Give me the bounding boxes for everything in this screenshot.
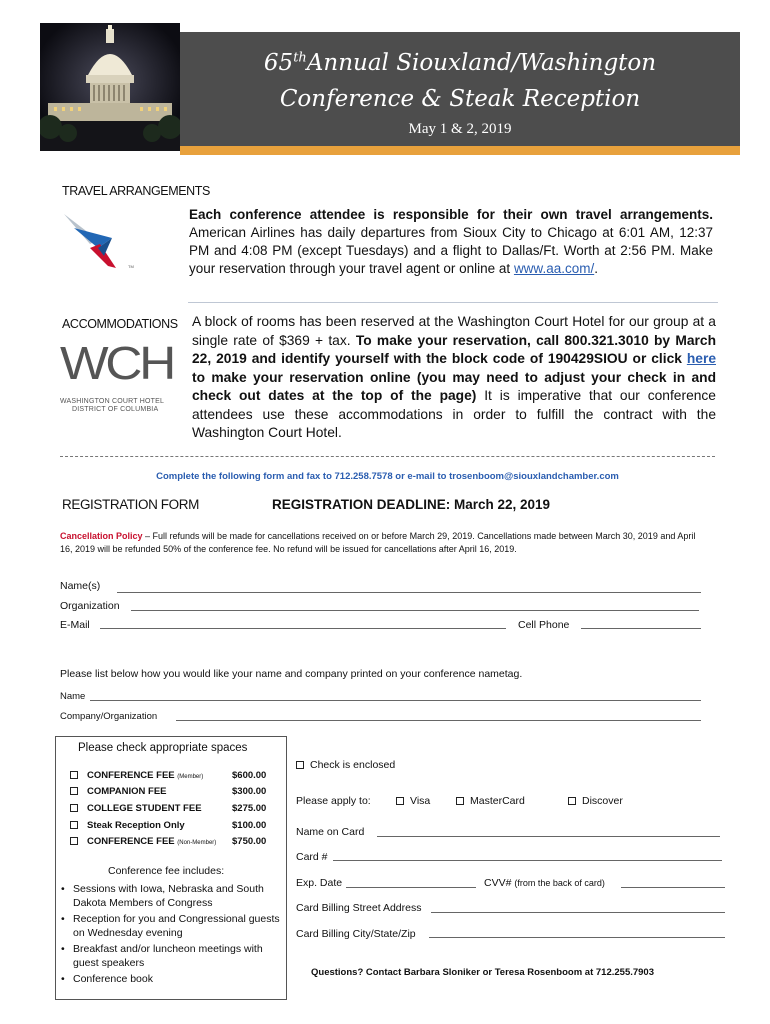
travel-divider: [188, 302, 718, 303]
visa-option[interactable]: Visa: [396, 795, 430, 807]
american-airlines-logo: [60, 208, 140, 274]
card-number-field[interactable]: [333, 860, 722, 861]
nametag-name-field[interactable]: [90, 700, 701, 701]
wch-logo-letters: WCH: [60, 337, 173, 389]
wch-logo-line1: WASHINGTON COURT HOTEL: [60, 398, 165, 405]
checkbox-icon[interactable]: [70, 821, 78, 829]
checkbox-icon[interactable]: [456, 797, 464, 805]
billing-street-field[interactable]: [431, 912, 725, 913]
fee-price: $100.00: [232, 820, 267, 831]
travel-section-label: TRAVEL ARRANGEMENTS: [62, 184, 210, 198]
registration-deadline: REGISTRATION DEADLINE: March 22, 2019: [272, 497, 551, 512]
mastercard-option[interactable]: MasterCard: [456, 795, 525, 807]
travel-paragraph: Each conference attendee is responsible for their own travel arrangements. American Airlines has daily departures from Sioux City to Chicago at 6:01 AM, 12:37 PM and 4:08 PM (except Tuesdays) and a flight to Dallas/Ft. Worth at 2:56 PM. Make your reservation through your travel agent or online at www.aa.com/.: [189, 207, 713, 276]
fee-option-conference-nonmember[interactable]: CONFERENCE FEE (Non-Member): [70, 836, 216, 847]
name-on-card-field[interactable]: [377, 836, 720, 837]
fee-includes-list: [60, 882, 282, 988]
card-number-label: Card #: [296, 851, 328, 863]
conference-title-line2: Conference & Steak Reception: [279, 86, 641, 112]
list-item: • Breakfast and/or luncheon meetings with guest speakers: [60, 942, 282, 970]
conference-dates: May 1 & 2, 2019: [408, 121, 512, 137]
checkbox-icon[interactable]: [70, 787, 78, 795]
washington-court-hotel-logo: [60, 338, 178, 424]
nametag-company-label: Company/Organization: [60, 711, 158, 722]
fax-instructions: Complete the following form and fax to 712.258.7578 or e-mail to trosenboom@siouxlandchamber.com: [156, 471, 619, 482]
billing-city-field[interactable]: [429, 937, 725, 938]
fee-option-college-student[interactable]: COLLEGE STUDENT FEE: [70, 803, 202, 814]
contact-questions: Questions? Contact Barbara Sloniker or Teresa Rosenboom at 712.255.7903: [311, 967, 655, 978]
hotel-reservation-link[interactable]: here: [686, 351, 716, 366]
checkbox-icon[interactable]: [70, 771, 78, 779]
cvv-field[interactable]: [621, 887, 725, 888]
fee-includes-title: Conference fee includes:: [108, 865, 225, 877]
discover-option[interactable]: Discover: [568, 795, 623, 807]
email-label: E-Mail: [60, 619, 90, 631]
organization-label: Organization: [60, 600, 120, 612]
travel-lead: Each conference attendee is responsible for their own travel arrangements.: [189, 207, 713, 222]
fee-price: $300.00: [232, 786, 267, 797]
capitol-photo: [40, 23, 180, 151]
travel-body: American Airlines has daily departures from Sioux City to Chicago at 6:01 AM, 12:37 PM and 4:08 PM (except Tuesdays) and a flight to Dallas/Ft. Worth at 2:56 PM. Make your reservation through your travel agent or online at: [189, 225, 713, 276]
trademark-mark: TM: [128, 264, 134, 269]
exp-date-label: Exp. Date: [296, 877, 343, 889]
email-field[interactable]: [100, 628, 506, 629]
name-on-card-label: Name on Card: [296, 826, 365, 838]
nametag-instructions: Please list below how you would like your name and company printed on your conference nametag.: [60, 668, 523, 680]
registration-section-label: REGISTRATION FORM: [62, 497, 199, 512]
wch-logo-line2: DISTRICT OF COLUMBIA: [72, 406, 159, 413]
fee-price: $600.00: [232, 770, 267, 781]
aa-website-link[interactable]: www.aa.com/: [513, 261, 595, 276]
names-field[interactable]: [117, 592, 701, 593]
exp-date-field[interactable]: [346, 887, 476, 888]
cell-phone-label: Cell Phone: [518, 619, 570, 631]
fee-option-steak-reception[interactable]: Steak Reception Only: [70, 820, 185, 831]
checkbox-icon[interactable]: [70, 804, 78, 812]
names-label: Name(s): [60, 580, 101, 592]
fee-price: $750.00: [232, 836, 267, 847]
checkbox-icon[interactable]: [568, 797, 576, 805]
list-item: • Conference book: [60, 972, 282, 986]
conference-title-line1: 65thAnnual Siouxland/Washington: [263, 50, 657, 76]
billing-city-label: Card Billing City/State/Zip: [296, 928, 416, 940]
fee-panel-title: Please check appropriate spaces: [78, 742, 248, 754]
checkbox-icon[interactable]: [70, 837, 78, 845]
check-enclosed-option[interactable]: Check is enclosed: [296, 759, 395, 771]
fee-option-conference-member[interactable]: CONFERENCE FEE (Member): [70, 770, 203, 781]
nametag-name-label: Name: [60, 691, 86, 702]
fee-option-companion[interactable]: COMPANION FEE: [70, 786, 167, 797]
list-item: • Reception for you and Congressional guests on Wednesday evening: [60, 912, 282, 940]
apply-to-label: Please apply to:: [296, 795, 371, 807]
cancellation-policy: Cancellation Policy – Full refunds will be made for cancellations received on or before March 29, 2019. Cancellations made between March 30, 2019 and April 16, 2019 will be refunded 50% of the conference fee. No refund will be issued for cancellations after April 16, 2019.: [60, 531, 696, 554]
organization-field[interactable]: [131, 610, 699, 611]
accommodations-paragraph: A block of rooms has been reserved at the Washington Court Hotel for our group at a single rate of $369 + tax. To make your reservation, call 800.321.3010 by March 22, 2019 and identify yourself with the block code of 190429SIOU or click here to make your reservation online (you may need to adjust your check in and check out dates at the top of the page) It is imperative that our conference attendees use these accommodations in order to fulfill the contract with the Washington Court Hotel.: [192, 314, 716, 440]
checkbox-icon[interactable]: [396, 797, 404, 805]
nametag-company-field[interactable]: [176, 720, 701, 721]
billing-street-label: Card Billing Street Address: [296, 902, 422, 914]
fee-price: $275.00: [232, 803, 267, 814]
cvv-label: CVV# (from the back of card): [484, 877, 605, 889]
cell-phone-field[interactable]: [581, 628, 701, 629]
section-dashed-divider: [60, 456, 715, 457]
list-item: • Sessions with Iowa, Nebraska and South Dakota Members of Congress: [60, 882, 282, 910]
accommodations-section-label: ACCOMMODATIONS: [62, 317, 178, 331]
header-accent-stripe: [180, 146, 740, 155]
checkbox-icon[interactable]: [296, 761, 304, 769]
